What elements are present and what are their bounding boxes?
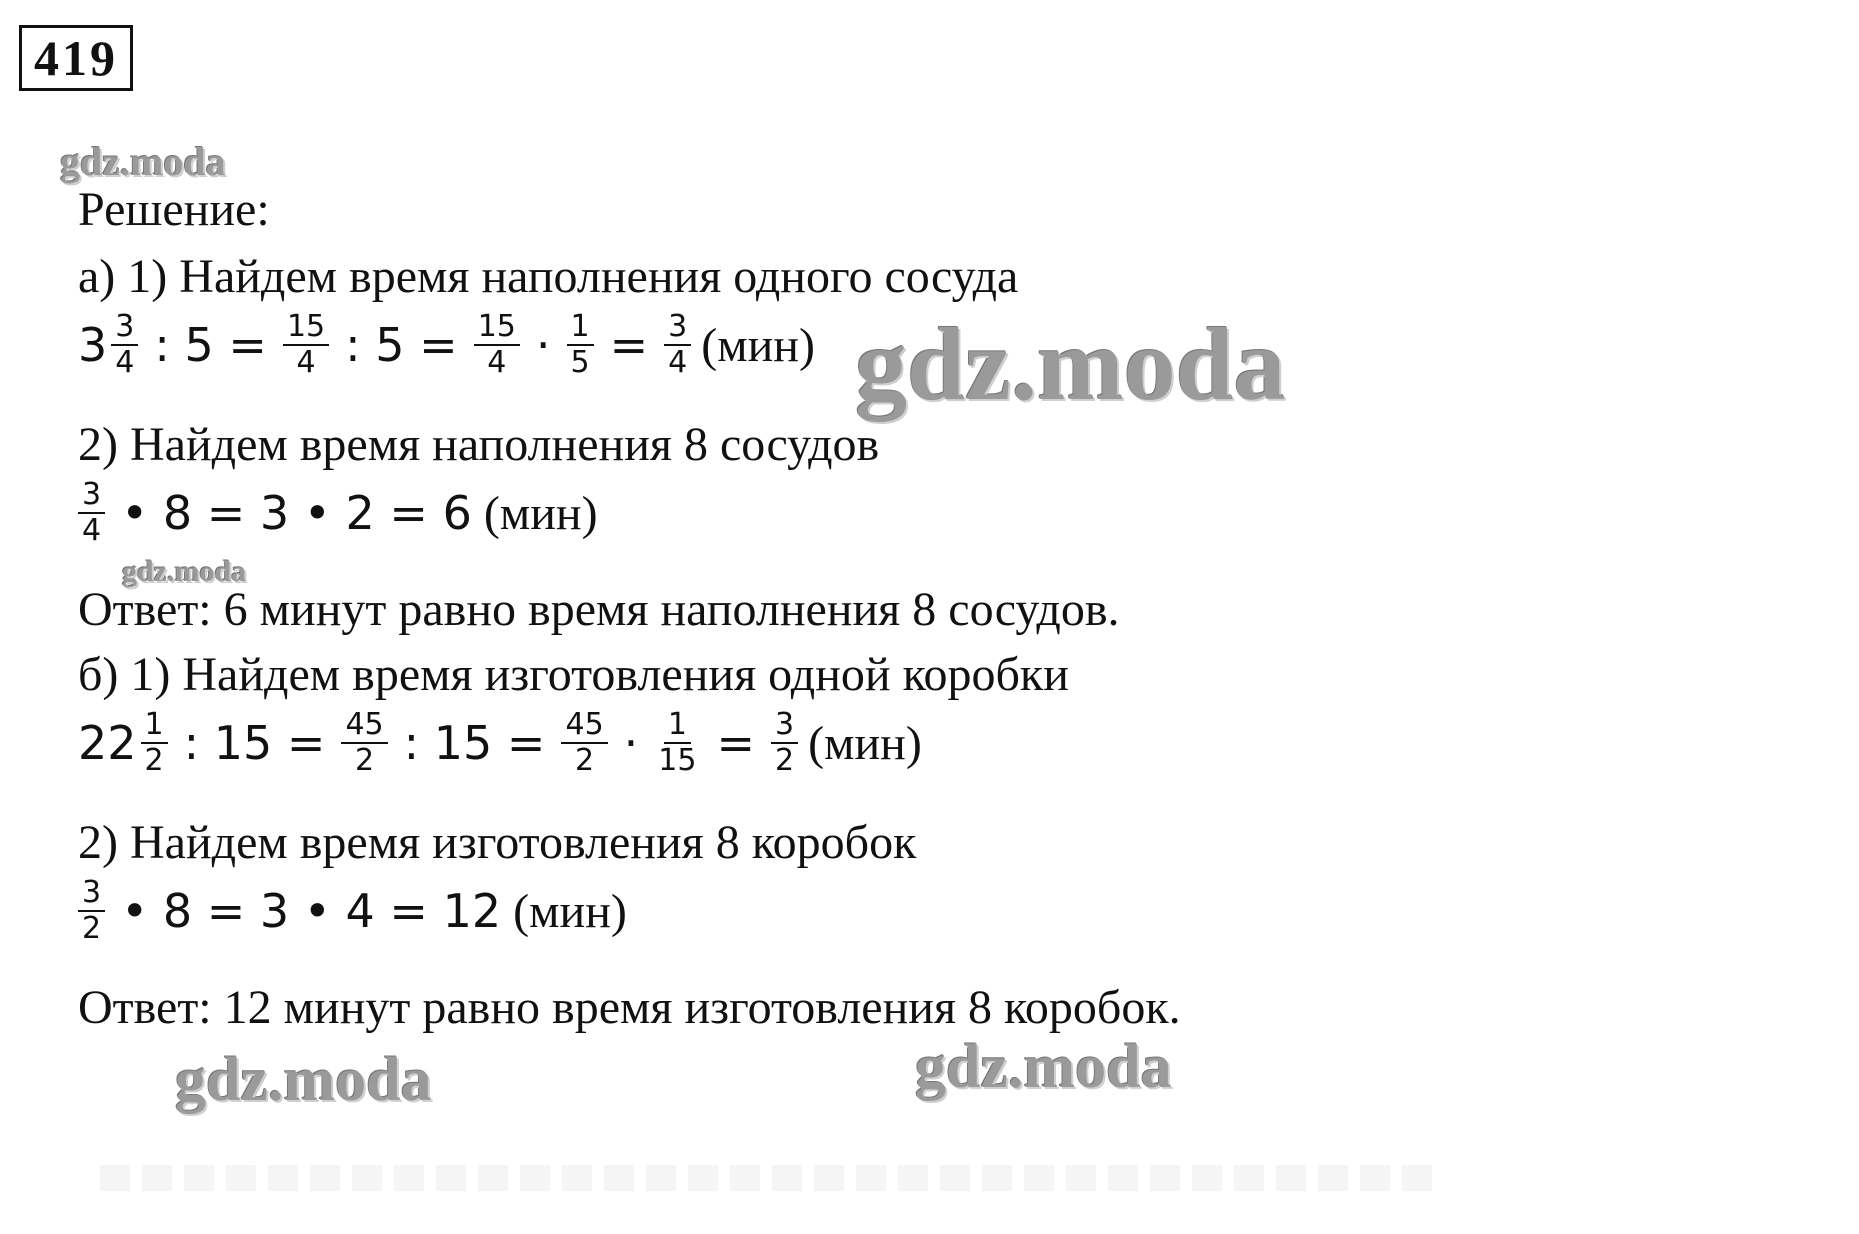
fraction: $\frac{15}{4}$	[283, 310, 329, 380]
part-a-step1-text: а) 1) Найдем время наполнения одного сосуда	[78, 250, 1019, 303]
operator: =	[609, 318, 649, 372]
operator: : 5 =	[345, 318, 458, 372]
fraction: $\frac{45}{2}$	[341, 708, 387, 778]
part-a-step1-math	[78, 310, 815, 380]
expression: • 8 = 3 • 2 = 6	[121, 486, 472, 540]
fraction: $\frac{3}{2}$	[771, 708, 798, 778]
operator: : 5 =	[154, 318, 267, 372]
operator: : 15 =	[403, 716, 546, 770]
part-b-step1-math	[78, 708, 922, 778]
part-a-step2-math	[78, 478, 598, 548]
fraction: $\frac{15}{4}$	[474, 310, 520, 380]
part-b-answer: Ответ: 12 минут равно время изготовления 8 коробок.	[78, 981, 1181, 1034]
part-b-step1-text: б) 1) Найдем время изготовления одной коробки	[78, 648, 1069, 701]
fraction: $\frac{3}{4}$	[78, 478, 105, 548]
operator: =	[716, 716, 756, 770]
fraction: $\frac{3}{2}$	[78, 876, 105, 946]
unit-label: (мин)	[513, 884, 627, 938]
whole-number: 22	[78, 716, 137, 770]
faded-text-remnant	[100, 1165, 1440, 1191]
part-a-answer: Ответ: 6 минут равно время наполнения 8 сосудов.	[78, 583, 1120, 636]
watermark-large: gdz.moda	[855, 307, 1286, 422]
whole-number: 3	[78, 318, 108, 372]
unit-label: (мин)	[483, 486, 598, 540]
problem-number: 419	[19, 25, 133, 91]
expression: • 8 = 3 • 4 = 12	[121, 884, 502, 938]
unit-label: (мин)	[701, 318, 815, 372]
operator: : 15 =	[183, 716, 326, 770]
operator: ·	[535, 318, 551, 372]
fraction: $\frac{1}{5}$	[567, 310, 594, 380]
fraction: $\frac{3}{4}$	[664, 310, 691, 380]
fraction: $\frac{3}{4}$	[111, 310, 138, 380]
fraction: $\frac{1}{2}$	[141, 708, 168, 778]
watermark-small-mid: gdz.moda	[122, 555, 247, 588]
fraction: $\frac{45}{2}$	[561, 708, 607, 778]
unit-label: (мин)	[808, 716, 922, 770]
operator: ·	[623, 716, 639, 770]
part-b-step2-math	[78, 876, 627, 946]
part-b-step2-text: 2) Найдем время изготовления 8 коробок	[78, 816, 917, 869]
watermark-bottom-left: gdz.moda	[175, 1046, 432, 1114]
fraction: $\frac{1}{15}$	[658, 707, 697, 778]
watermark-bottom-right: gdz.moda	[915, 1033, 1172, 1101]
part-a-step2-text: 2) Найдем время наполнения 8 сосудов	[78, 418, 880, 471]
solution-heading: Решение:	[78, 183, 270, 236]
watermark-small-top: gdz.moda	[60, 139, 226, 184]
